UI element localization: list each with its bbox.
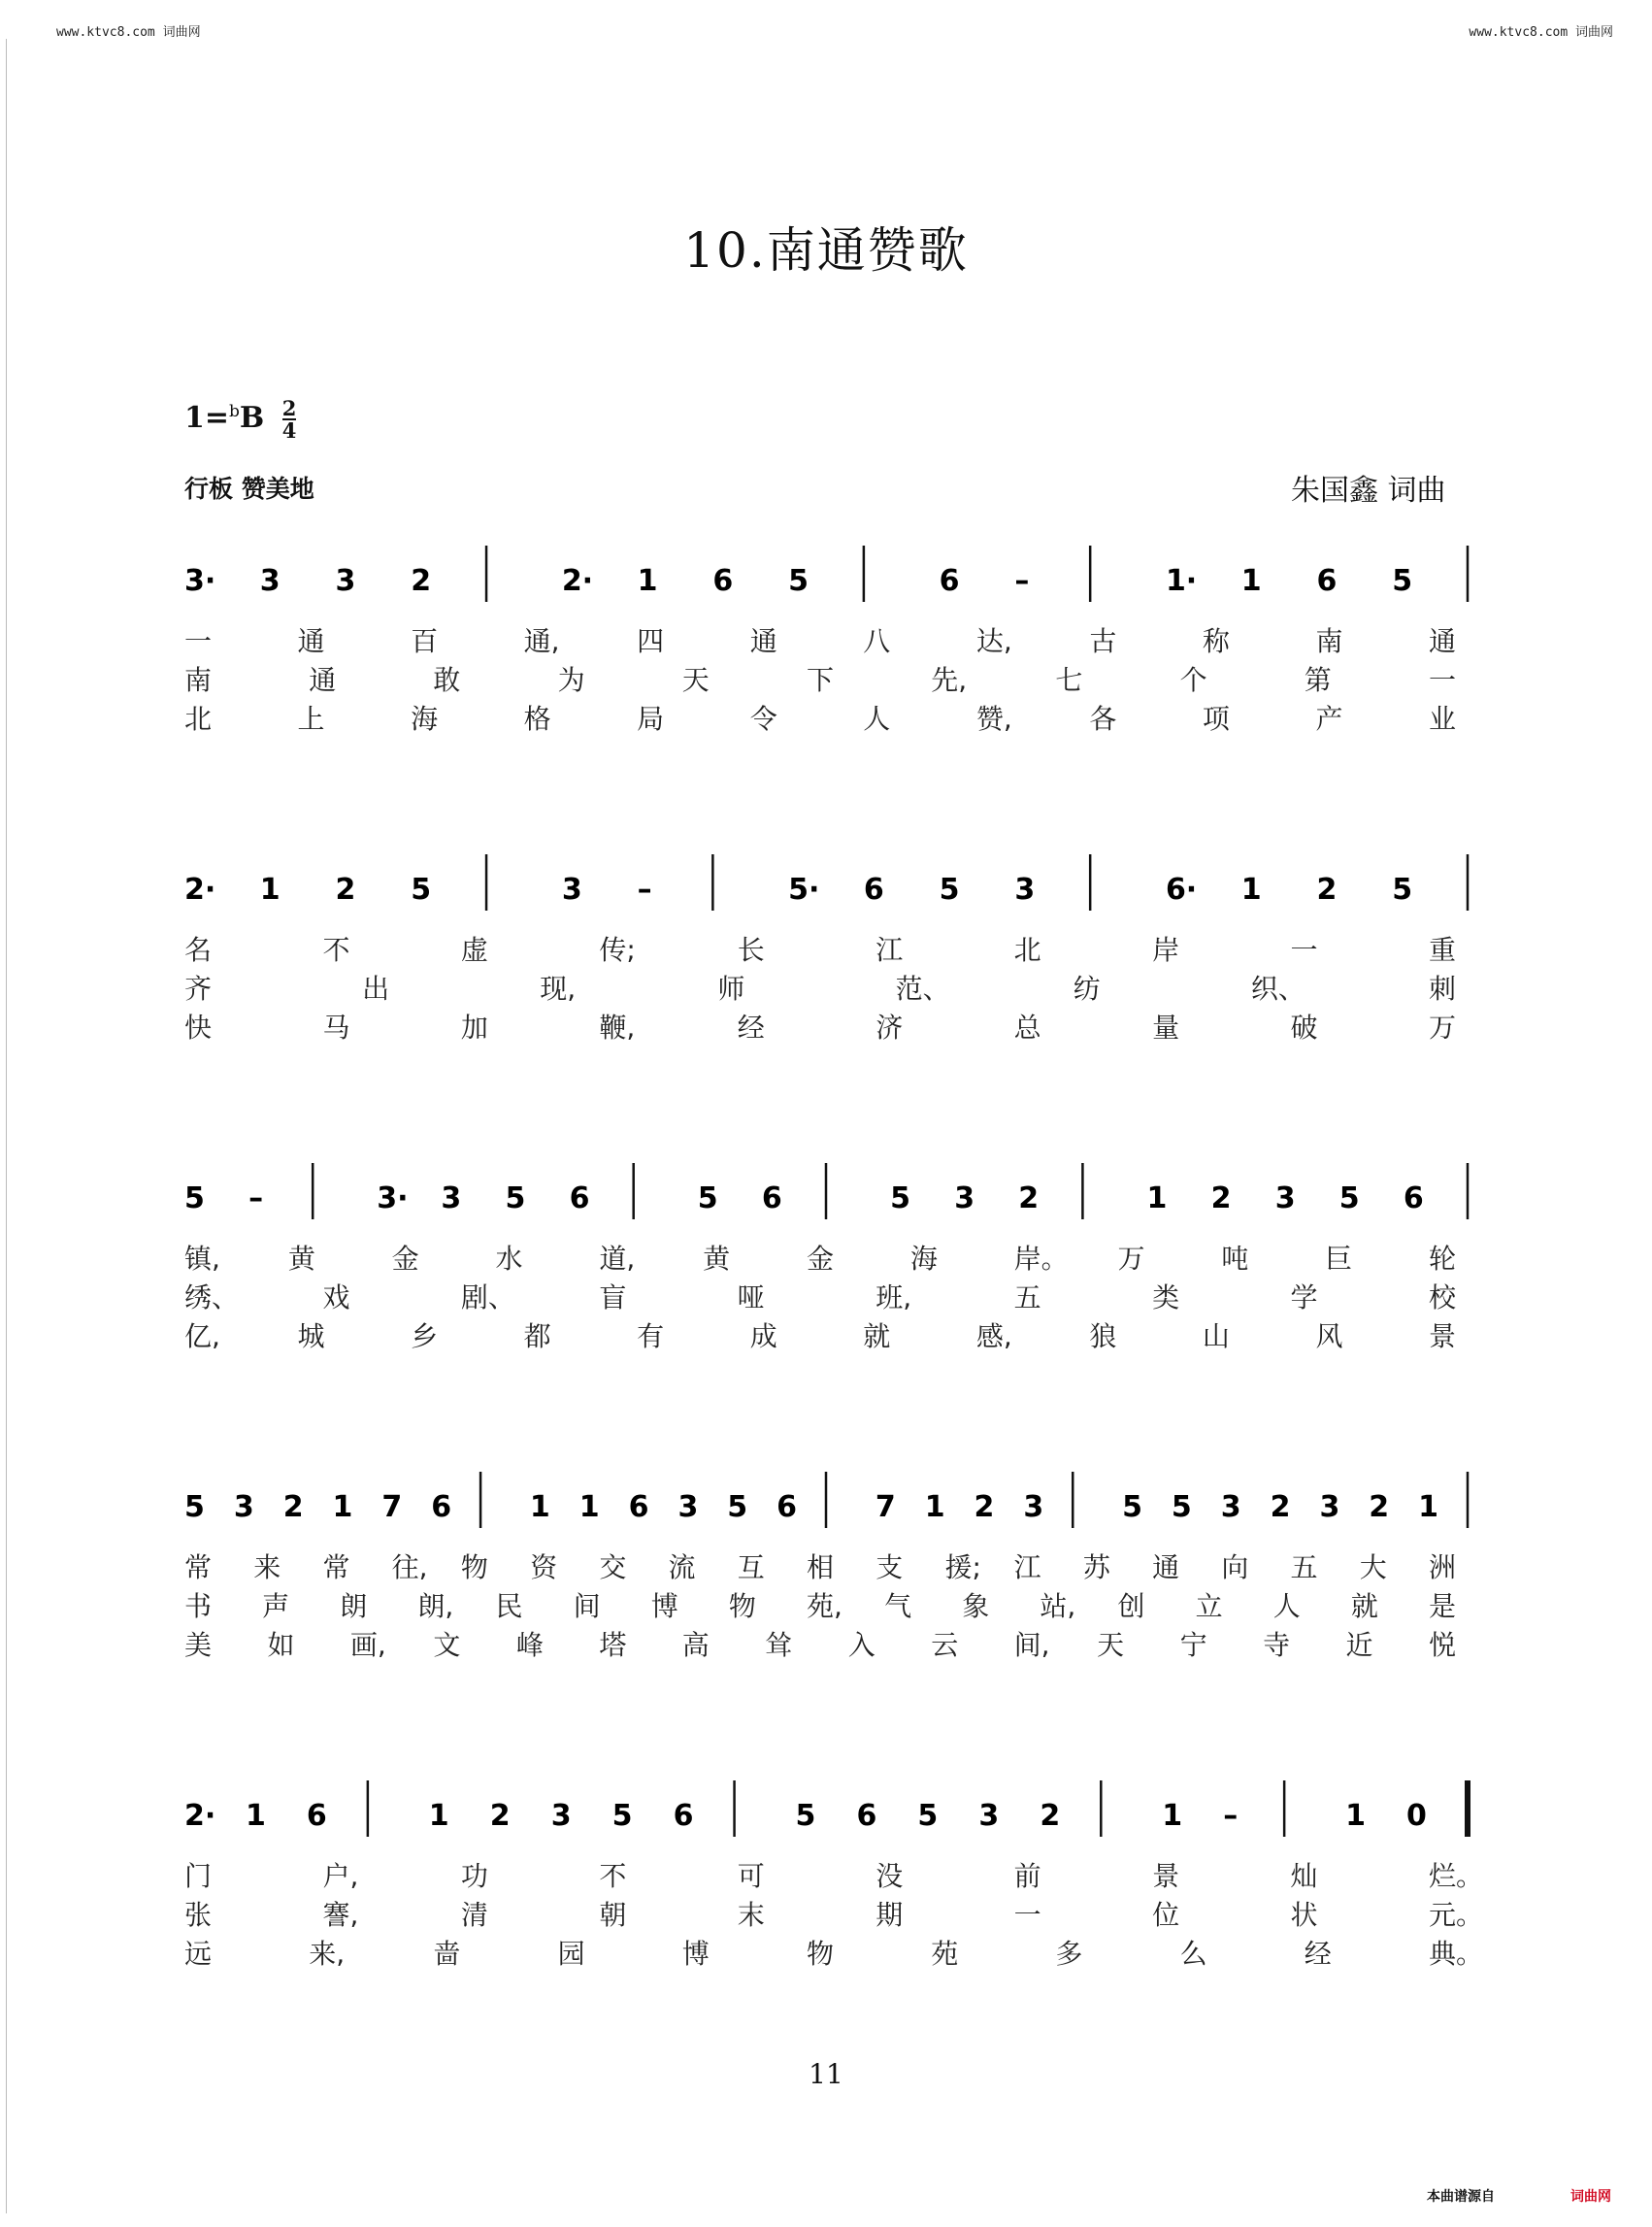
note: – [248, 1181, 264, 1215]
note: 5 [184, 1490, 205, 1524]
lyric-syllable: 亿, [184, 1320, 220, 1352]
lyric-syllable: 前 [1013, 1860, 1041, 1892]
note: – [1223, 1799, 1239, 1833]
lyric-syllable: 成 [749, 1320, 777, 1352]
lyric-syllable: 通, [523, 625, 560, 657]
lyric-syllable: 多 [1055, 1938, 1083, 1970]
note: 3· [377, 1181, 409, 1215]
lyric-syllable: 轮 [1429, 1243, 1457, 1275]
lyric-syllable: 量 [1152, 1012, 1180, 1044]
lyric-syllable: 气 [884, 1590, 912, 1622]
note: 5 [1392, 873, 1413, 907]
lyric-syllable: 百 [411, 625, 439, 657]
note: 5 [697, 1181, 718, 1215]
lyric-syllable: 达, [975, 625, 1012, 657]
lyric-syllable: 虚 [460, 934, 488, 966]
note: 6· [1165, 873, 1198, 907]
lyric-syllable: 往, [391, 1551, 428, 1583]
note: 2· [184, 873, 216, 907]
lyric-syllable: 水 [495, 1243, 523, 1275]
lyric-syllable: 宁 [1179, 1629, 1207, 1661]
note: 6 [712, 564, 734, 598]
lyric-syllable: 园 [557, 1938, 585, 1970]
lyric-syllable: 元。 [1429, 1899, 1484, 1931]
lyric-syllable: 苑 [931, 1938, 959, 1970]
lyric-syllable: 城 [297, 1320, 325, 1352]
note: 3 [978, 1799, 1000, 1833]
note: 6 [776, 1490, 798, 1524]
lyric-syllable: 格 [523, 703, 551, 735]
note: 2 [335, 873, 356, 907]
note: 5 [411, 873, 432, 907]
lyric-syllable: 向 [1221, 1551, 1249, 1583]
lyric-syllable: 户, [322, 1860, 359, 1892]
lyric-syllable: 马 [322, 1012, 350, 1044]
note: 3 [550, 1799, 572, 1833]
note: 1 [529, 1490, 550, 1524]
lyric-syllable: 金 [807, 1243, 835, 1275]
lyric-syllable: 援; [944, 1551, 981, 1583]
lyric-syllable: 吨 [1221, 1243, 1249, 1275]
lyric-syllable: 海 [411, 703, 439, 735]
note: – [637, 873, 652, 907]
lyric-syllable: 黄 [287, 1243, 315, 1275]
lyric-syllable: 苑, [807, 1590, 843, 1622]
note: 3 [259, 564, 281, 598]
lyric-syllable: 一 [184, 625, 213, 657]
note: 1 [428, 1799, 449, 1833]
lyric-syllable: 类 [1152, 1281, 1180, 1313]
note: 1 [924, 1490, 945, 1524]
lyric-syllable: 寺 [1263, 1629, 1291, 1661]
lyric-syllable: 立 [1195, 1590, 1223, 1622]
lyric-syllable: 绣、 [184, 1281, 240, 1313]
header-site-left: www.ktvc8.com 词曲网 [56, 25, 201, 40]
lyric-syllable: 物 [807, 1938, 835, 1970]
lyric-syllable: 博 [681, 1938, 710, 1970]
lyric-syllable: 现, [540, 973, 577, 1005]
lyric-syllable: 师 [717, 973, 745, 1005]
lyric-syllable: 下 [807, 664, 835, 696]
lyric-syllable: 济 [876, 1012, 904, 1044]
lyric-syllable: 万 [1429, 1012, 1457, 1044]
lyric-syllable: 通 [1152, 1551, 1180, 1583]
lyric-syllable: 加 [460, 1012, 488, 1044]
lyric-syllable: 南 [1315, 625, 1343, 657]
note: 2 [489, 1799, 511, 1833]
key-prefix: 1= [184, 401, 230, 435]
note: 6 [856, 1799, 877, 1833]
system-2 [0, 852, 1652, 1047]
system-4 [0, 1470, 1652, 1664]
note: 1 [1162, 1799, 1183, 1833]
lyric-syllable: 位 [1152, 1899, 1180, 1931]
lyric-syllable: 常 [322, 1551, 350, 1583]
note: 3 [441, 1181, 462, 1215]
note: 6 [431, 1490, 452, 1524]
lyric-syllable: 没 [876, 1860, 904, 1892]
lyric-syllable: 纺 [1073, 973, 1101, 1005]
lyric-syllable: 么 [1179, 1938, 1207, 1970]
lyric-syllable: 个 [1179, 664, 1207, 696]
lyric-syllable: 名 [184, 934, 213, 966]
lyric-syllable: 人 [863, 703, 891, 735]
lyric-syllable: 班, [876, 1281, 912, 1313]
lyric-syllable: 塔 [599, 1629, 627, 1661]
lyric-syllable: 物 [728, 1590, 756, 1622]
lyric-syllable: 鞭, [599, 1012, 636, 1044]
lyric-syllable: 不 [322, 934, 350, 966]
lyric-syllable: 业 [1429, 703, 1457, 735]
lyric-syllable: 典。 [1429, 1938, 1484, 1970]
time-top: 2 [281, 396, 297, 420]
note: 5 [939, 873, 960, 907]
lyric-syllable: 门 [184, 1860, 213, 1892]
lyric-syllable: 乡 [411, 1320, 439, 1352]
note: 6 [761, 1181, 782, 1215]
note: 2 [1210, 1181, 1232, 1215]
note: 3· [184, 564, 216, 598]
lyric-syllable: 耸 [765, 1629, 793, 1661]
lyric-syllable: 资 [530, 1551, 558, 1583]
lyric-syllable: 支 [876, 1551, 904, 1583]
lyric-syllable: 风 [1315, 1320, 1343, 1352]
lyric-syllable: 相 [807, 1551, 835, 1583]
lyric-syllable: 创 [1117, 1590, 1145, 1622]
lyric-syllable: 天 [681, 664, 710, 696]
lyric-syllable: 声 [262, 1590, 290, 1622]
note: 5 [788, 564, 809, 598]
lyric-syllable: 岸。 [1013, 1243, 1069, 1275]
note: 5· [788, 873, 820, 907]
lyric-syllable: 破 [1290, 1012, 1318, 1044]
lyric-syllable: 功 [460, 1860, 488, 1892]
lyric-syllable: 狼 [1089, 1320, 1117, 1352]
system-1 [0, 544, 1652, 738]
note: 7 [875, 1490, 896, 1524]
time-bottom: 4 [281, 418, 297, 443]
lyric-syllable: 南 [184, 664, 213, 696]
lyric-syllable: 令 [749, 703, 777, 735]
lyric-syllable: 为 [557, 664, 585, 696]
lyric-syllable: 常 [184, 1551, 213, 1583]
lyric-syllable: 入 [847, 1629, 876, 1661]
lyric-syllable: 画, [349, 1629, 386, 1661]
note: 6 [628, 1490, 649, 1524]
lyric-syllable: 海 [909, 1243, 938, 1275]
key-signature [184, 398, 296, 441]
note: 5 [184, 1181, 205, 1215]
lyric-syllable: 都 [523, 1320, 551, 1352]
lyric-syllable: 通 [309, 664, 337, 696]
note: 5 [1171, 1490, 1192, 1524]
lyric-syllable: 传; [599, 934, 636, 966]
note: 3 [1023, 1490, 1044, 1524]
note: 2· [184, 1799, 216, 1833]
lyric-syllable: 重 [1429, 934, 1457, 966]
lyric-syllable: 高 [681, 1629, 710, 1661]
lyric-syllable: 交 [599, 1551, 627, 1583]
lyric-syllable: 古 [1089, 625, 1117, 657]
lyric-syllable: 可 [737, 1860, 765, 1892]
note: 1· [1165, 564, 1198, 598]
lyric-syllable: 峰 [515, 1629, 544, 1661]
lyric-syllable: 通 [1429, 625, 1457, 657]
lyric-syllable: 书 [184, 1590, 213, 1622]
note: 5 [1338, 1181, 1360, 1215]
lyric-syllable: 四 [637, 625, 665, 657]
note: 5 [611, 1799, 633, 1833]
lyric-syllable: 戏 [322, 1281, 350, 1313]
lyric-syllable: 哑 [737, 1281, 765, 1313]
note: 6 [673, 1799, 694, 1833]
note: 6 [569, 1181, 590, 1215]
lyric-syllable: 齐 [184, 973, 213, 1005]
lyric-syllable: 来, [309, 1938, 346, 1970]
lyric-syllable: 大 [1359, 1551, 1387, 1583]
note: 5 [505, 1181, 526, 1215]
note: 1 [578, 1490, 600, 1524]
note: 1 [332, 1490, 353, 1524]
note: 1 [1240, 564, 1262, 598]
lyric-syllable: 各 [1089, 703, 1117, 735]
note: 2 [1369, 1490, 1390, 1524]
lyric-syllable: 盲 [599, 1281, 627, 1313]
note: 3 [954, 1181, 975, 1215]
note: 2 [282, 1490, 304, 1524]
note: 2 [1018, 1181, 1040, 1215]
lyric-syllable: 景 [1429, 1320, 1457, 1352]
lyric-syllable: 流 [668, 1551, 696, 1583]
time-signature [282, 398, 297, 441]
note: 5 [727, 1490, 748, 1524]
note: 5 [795, 1799, 816, 1833]
lyric-syllable: 互 [737, 1551, 765, 1583]
lyric-syllable: 江 [1013, 1551, 1041, 1583]
lyric-syllable: 末 [737, 1899, 765, 1931]
lyric-syllable: 一 [1013, 1899, 1041, 1931]
lyric-syllable: 是 [1429, 1590, 1457, 1622]
footer-site-link[interactable]: 词曲网 [1570, 2189, 1611, 2205]
lyric-syllable: 不 [599, 1860, 627, 1892]
note: 2 [411, 564, 432, 598]
lyric-syllable: 悦 [1429, 1629, 1457, 1661]
lyric-syllable: 经 [1304, 1938, 1332, 1970]
lyric-syllable: 謇, [322, 1899, 359, 1931]
song-title: 10.南通赞歌 [683, 222, 969, 279]
lyric-syllable: 快 [184, 1012, 213, 1044]
lyric-syllable: 出 [362, 973, 390, 1005]
lyric-syllable: 博 [650, 1590, 678, 1622]
lyric-syllable: 五 [1290, 1551, 1318, 1583]
lyric-syllable: 剧、 [460, 1281, 515, 1313]
lyric-syllable: 清 [460, 1899, 488, 1931]
note: 6 [1403, 1181, 1424, 1215]
lyric-syllable: 学 [1290, 1281, 1318, 1313]
lyric-syllable: 感, [975, 1320, 1012, 1352]
note: 1 [1240, 873, 1262, 907]
lyric-syllable: 镇, [184, 1243, 220, 1275]
lyric-syllable: 五 [1013, 1281, 1041, 1313]
lyric-syllable: 总 [1013, 1012, 1041, 1044]
lyric-syllable: 岸 [1152, 934, 1180, 966]
lyric-syllable: 灿 [1290, 1860, 1318, 1892]
lyric-syllable: 赞, [975, 703, 1012, 735]
lyric-syllable: 通 [749, 625, 777, 657]
note: – [1014, 564, 1030, 598]
system-3 [0, 1161, 1652, 1355]
lyric-syllable: 项 [1202, 703, 1230, 735]
lyric-syllable: 先, [931, 664, 968, 696]
lyric-syllable: 象 [962, 1590, 990, 1622]
note: 3 [1274, 1181, 1296, 1215]
lyric-syllable: 远 [184, 1938, 213, 1970]
note: 5 [890, 1181, 910, 1215]
lyric-syllable: 文 [433, 1629, 461, 1661]
lyric-syllable: 如 [267, 1629, 295, 1661]
lyric-syllable: 北 [1013, 934, 1041, 966]
lyric-syllable: 来 [253, 1551, 281, 1583]
lyric-syllable: 黄 [703, 1243, 731, 1275]
lyric-syllable: 民 [495, 1590, 523, 1622]
note: 1 [1418, 1490, 1439, 1524]
lyric-syllable: 间, [1013, 1629, 1050, 1661]
system-5 [0, 1778, 1652, 1973]
lyric-syllable: 天 [1097, 1629, 1125, 1661]
note: 5 [917, 1799, 939, 1833]
lyric-syllable: 江 [876, 934, 904, 966]
lyric-syllable: 近 [1345, 1629, 1373, 1661]
lyric-syllable: 间 [573, 1590, 601, 1622]
note: 3 [561, 873, 582, 907]
lyric-syllable: 万 [1117, 1243, 1145, 1275]
lyric-syllable: 烂。 [1429, 1860, 1484, 1892]
lyric-syllable: 物 [460, 1551, 488, 1583]
note: 2 [1270, 1490, 1291, 1524]
lyric-syllable: 期 [876, 1899, 904, 1931]
note: 1 [1146, 1181, 1168, 1215]
note: 6 [863, 873, 884, 907]
lyric-syllable: 朝 [599, 1899, 627, 1931]
note: 7 [381, 1490, 403, 1524]
lyric-syllable: 朗 [340, 1590, 368, 1622]
lyric-syllable: 织、 [1250, 973, 1305, 1005]
note: 2 [1040, 1799, 1061, 1833]
lyric-syllable: 通 [297, 625, 325, 657]
lyric-syllable: 朗, [417, 1590, 454, 1622]
note: 0 [1406, 1799, 1427, 1833]
note: 2 [1316, 873, 1338, 907]
header-site-right: www.ktvc8.com 词曲网 [1469, 25, 1613, 40]
note: 3 [335, 564, 356, 598]
lyric-syllable: 第 [1304, 664, 1332, 696]
lyric-syllable: 道, [599, 1243, 636, 1275]
lyric-syllable: 人 [1272, 1590, 1301, 1622]
lyric-syllable: 一 [1290, 934, 1318, 966]
lyric-syllable: 局 [637, 703, 665, 735]
lyric-syllable: 云 [931, 1629, 959, 1661]
lyric-syllable: 一 [1429, 664, 1457, 696]
lyric-syllable: 苏 [1082, 1551, 1110, 1583]
note: 2 [974, 1490, 995, 1524]
lyric-syllable: 啬 [433, 1938, 461, 1970]
lyric-syllable: 上 [297, 703, 325, 735]
footer-source-label: 本曲谱源自 [1427, 2189, 1495, 2205]
note: 2· [561, 564, 594, 598]
note: 6 [306, 1799, 327, 1833]
lyric-syllable: 站, [1040, 1590, 1076, 1622]
tempo-marking: 行板 赞美地 [184, 475, 314, 503]
note: 1 [245, 1799, 266, 1833]
lyric-syllable: 七 [1055, 664, 1083, 696]
note: 3 [1319, 1490, 1340, 1524]
lyric-syllable: 就 [1350, 1590, 1378, 1622]
lyric-syllable: 状 [1290, 1899, 1318, 1931]
lyric-syllable: 经 [737, 1012, 765, 1044]
note: 3 [1014, 873, 1036, 907]
lyric-syllable: 刺 [1429, 973, 1457, 1005]
lyric-syllable: 八 [863, 625, 891, 657]
note: 1 [1345, 1799, 1366, 1833]
note: 1 [637, 564, 658, 598]
lyric-syllable: 称 [1202, 625, 1230, 657]
lyric-syllable: 范、 [895, 973, 950, 1005]
lyric-syllable: 巨 [1325, 1243, 1353, 1275]
note: 3 [1220, 1490, 1241, 1524]
note: 6 [1316, 564, 1338, 598]
lyric-syllable: 产 [1315, 703, 1343, 735]
lyric-syllable: 张 [184, 1899, 213, 1931]
composer-credit: 朱国鑫 词曲 [1291, 474, 1446, 508]
note: 3 [233, 1490, 254, 1524]
lyric-syllable: 北 [184, 703, 213, 735]
lyric-syllable: 就 [863, 1320, 891, 1352]
lyric-syllable: 长 [737, 934, 765, 966]
note: 5 [1392, 564, 1413, 598]
lyric-syllable: 敢 [433, 664, 461, 696]
lyric-syllable: 有 [637, 1320, 665, 1352]
lyric-syllable: 金 [391, 1243, 419, 1275]
key-note: B [239, 401, 265, 435]
note: 6 [939, 564, 960, 598]
flat-sign: b [229, 402, 240, 421]
lyric-syllable: 景 [1152, 1860, 1180, 1892]
lyric-syllable: 山 [1202, 1320, 1230, 1352]
note: 3 [677, 1490, 699, 1524]
page-number: 11 [809, 2058, 843, 2090]
lyric-syllable: 洲 [1429, 1551, 1457, 1583]
note: 5 [1122, 1490, 1142, 1524]
lyric-syllable: 美 [184, 1629, 213, 1661]
lyric-syllable: 校 [1429, 1281, 1457, 1313]
note: 1 [259, 873, 281, 907]
